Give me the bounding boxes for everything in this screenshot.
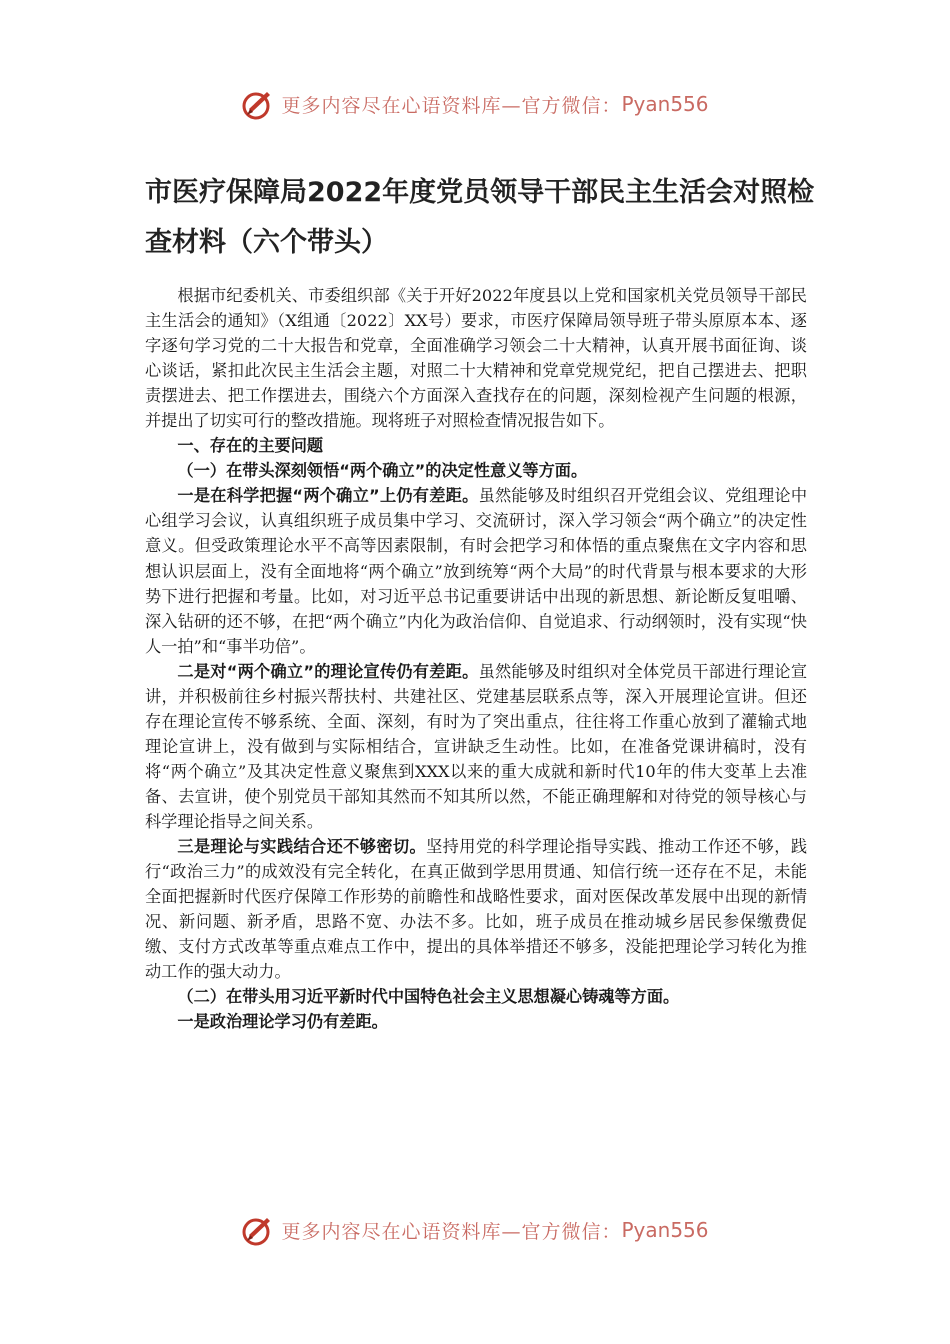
header-watermark-banner <box>0 84 950 124</box>
paragraph-text: 虽然能够及时组织召开党组会议、党组理论中心组学习会议，认真组织班子成员集中学习、交流研讨，深入学习领会“两个确立”的决定性意义。但受政策理论水平不高等因素限制，有时会把学习和体悟的重点聚焦在文字内容和思想认识层面上，没有全面地将“两个确立”放到统筹“两个大局”的时代背景与根本要求的大形势下进行把握和考量。比如，对习近平总书记重要讲话中出现的新思想、新论断反复咀嚼、深入钻研的还不够，在把“两个确立”内化为政治信仰、自觉追求、行动纲领时，没有实现“快人一拍”和“事半功倍”。 <box>145 486 808 656</box>
pen-logo-icon <box>241 87 275 121</box>
section-heading: 一是政治理论学习仍有差距。 <box>177 1012 388 1032</box>
paragraph-lead: 三是理论与实践结合还不够密切。 <box>177 837 427 857</box>
paragraph-text: 根据市纪委机关、市委组织部《关于开好2022年度县以上党和国家机关党员领导干部民主生活会的通知》（X组通〔2022〕XX号）要求，市医疗保障局领导班子带头原原本本、逐字逐句学习党的二十大报告和党章，全面准确学习领会二十大精神，认真开展书面征询、谈心谈话，紧扣此次民主生活会主题，对照二十大精神和党章党规党纪，把自己摆进去、把职责摆进去、把工作摆进去，围绕六个方面深入查找存在的问题，深刻检视产生问题的根源，并提出了切实可行的整改措施。现将班子对照检查情况报告如下。 <box>145 286 807 431</box>
paragraph-lead: 二是对“两个确立”的理论宣传仍有差距。 <box>177 661 479 681</box>
section-heading: （一）在带头深刻领悟“两个确立”的决定性意义等方面。 <box>177 461 588 481</box>
body-paragraph <box>145 659 807 834</box>
footer-watermark-banner <box>0 1210 950 1250</box>
paragraph-text: 虽然能够及时组织对全体党员干部进行理论宣讲，并积极前往乡村振兴帮扶村、共建社区、党建基层联系点等，深入开展理论宣讲。但还存在理论宣传不够系统、全面、深刻，有时为了突出重点，往往将工作重心放到了灌输式地理论宣讲上，没有做到与实际相结合，宣讲缺乏生动性。比如，在准备党课讲稿时，没有将“两个确立”及其决定性意义聚焦到XXX以来的重大成就和新时代10年的伟大变革上去准备、去宣讲，使个别党员干部知其然而不知其所以然，不能正确理解和对待党的领导核心与科学理论指导之间关系。 <box>145 661 808 831</box>
section-heading: 一、存在的主要问题 <box>177 436 324 456</box>
paragraph-lead: 一是在科学把握“两个确立”上仍有差距。 <box>177 486 479 506</box>
document-body <box>145 283 807 1034</box>
banner-wechat-id: Pyan556 <box>621 92 709 116</box>
banner-text: 更多内容尽在心语资料库—官方微信： <box>281 94 622 117</box>
paragraph-text: 坚持用党的科学理论指导实践、推动工作还不够，践行“政治三力”的成效没有完全转化，在真正做到学思用贯通、知信行统一还存在不足，未能全面把握新时代医疗保障工作形势的前瞻性和战略性要求，面对医保改革发展中出现的新情况、新问题、新矛盾，思路不宽、办法不多。比如，班子成员在推动城乡居民参保缴费促缴、支付方式改革等重点难点工作中，提出的具体举措还不够多，没能把理论学习转化为推动工作的强大动力。 <box>145 837 808 982</box>
banner-wechat-id: Pyan556 <box>621 1218 709 1242</box>
banner-text: 更多内容尽在心语资料库—官方微信： <box>281 1220 622 1243</box>
section-heading: （二）在带头用习近平新时代中国特色社会主义思想凝心铸魂等方面。 <box>177 987 680 1007</box>
document-title: 市医疗保障局2022年度党员领导干部民主生活会对照检查材料（六个带头） <box>145 177 815 258</box>
body-paragraph <box>145 283 807 433</box>
body-paragraph <box>145 834 807 984</box>
body-paragraph <box>145 483 807 658</box>
pen-logo-icon <box>241 1213 275 1247</box>
